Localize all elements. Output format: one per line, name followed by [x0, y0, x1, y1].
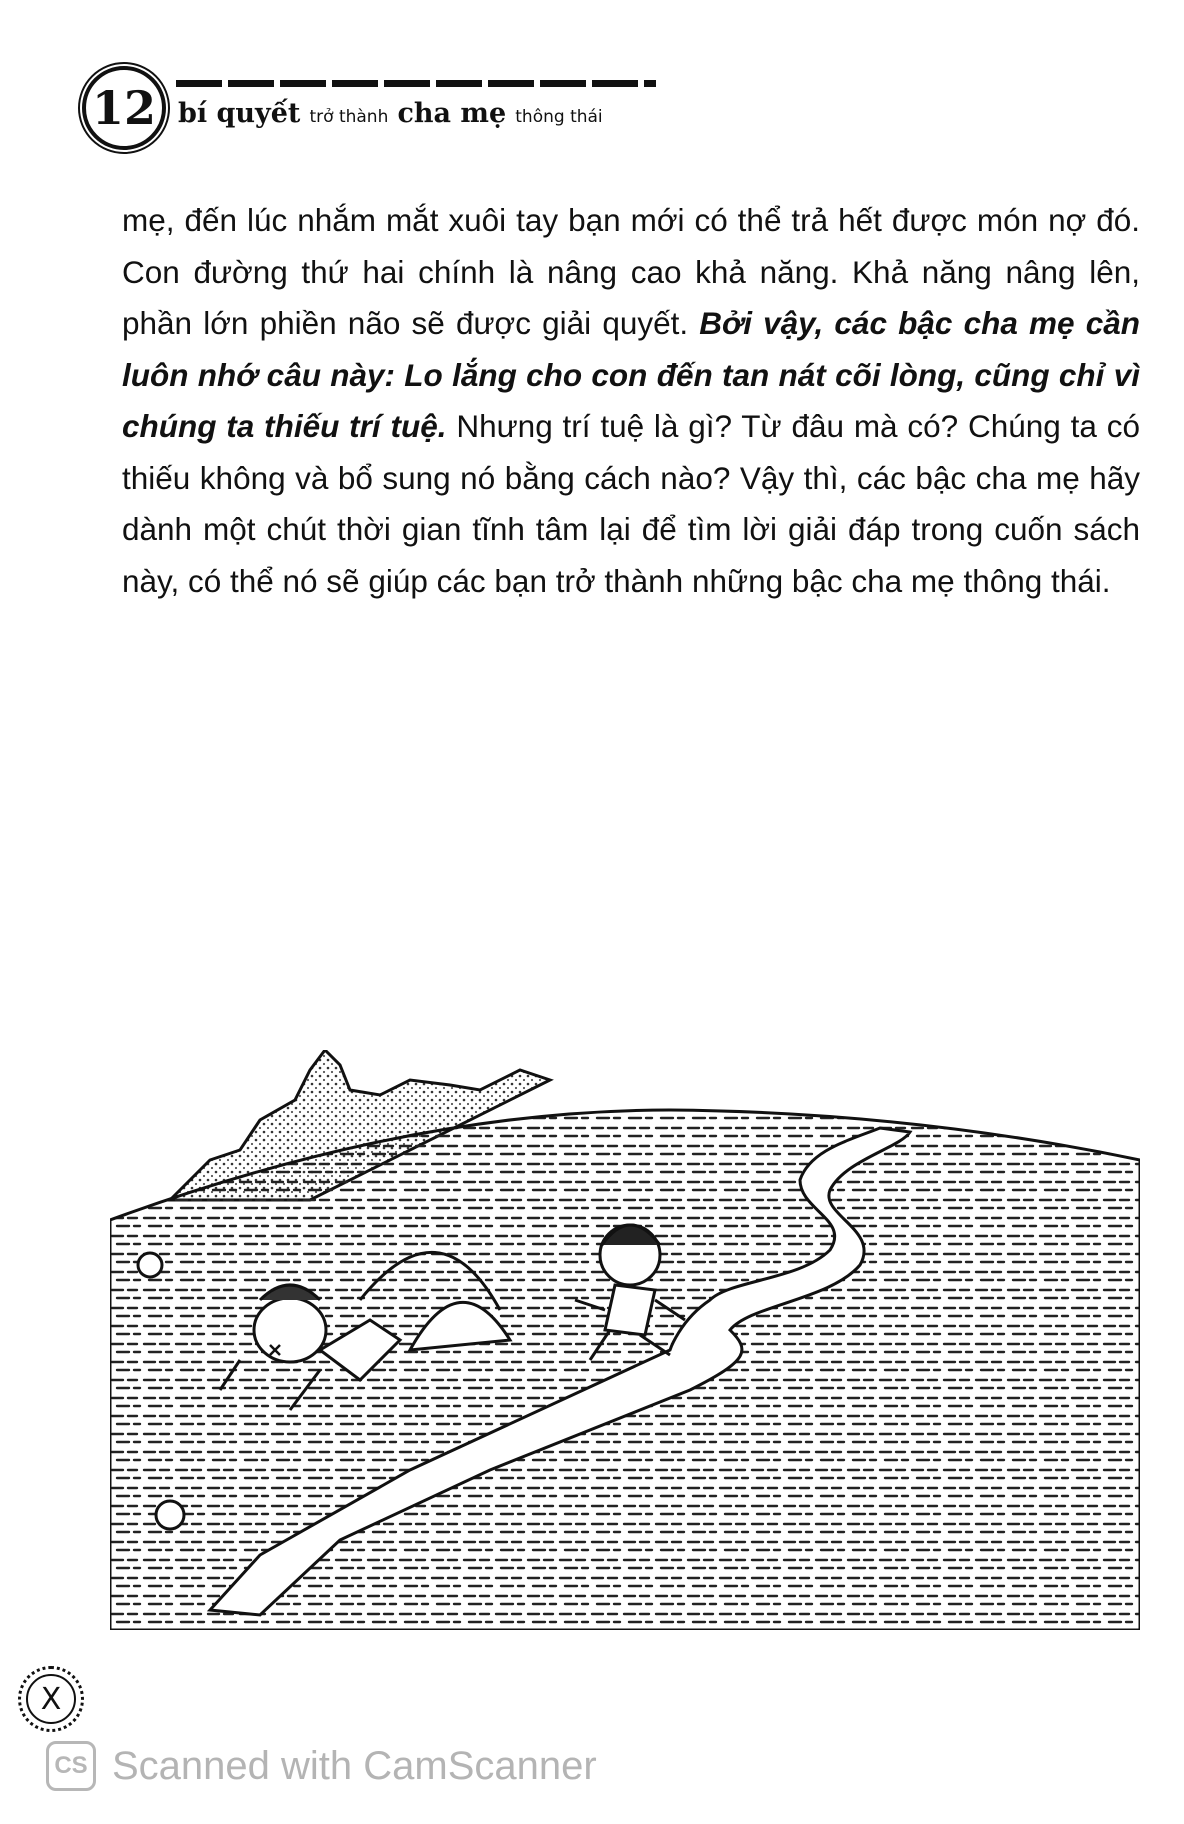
illustration	[110, 1050, 1140, 1630]
chapter-number: 12	[91, 81, 156, 135]
title-part-4: thông thái	[515, 107, 603, 127]
body-emphasis: Bởi vậy, các bậc cha mẹ cần luôn nhớ câu này: Lo lắng cho con đến tan nát cõi lòng, cũng chỉ vì chúng ta thiếu trí tuệ.	[122, 305, 1140, 444]
body-paragraph	[122, 195, 1140, 607]
page-header	[74, 62, 614, 162]
camscanner-watermark	[46, 1738, 597, 1794]
page-number-text: X	[40, 1681, 62, 1717]
chapter-badge	[82, 66, 166, 150]
title-part-3: cha mẹ	[397, 98, 507, 129]
title-part-1: bí quyết	[178, 98, 301, 129]
header-divider	[176, 80, 656, 87]
dust-puff	[138, 1253, 162, 1277]
book-title	[178, 98, 607, 129]
camscanner-logo-letters: CS	[54, 1752, 88, 1779]
watermark-text: Scanned with CamScanner	[112, 1743, 597, 1788]
body-text-end: Nhưng trí tuệ là gì? Từ đâu mà có? Chúng ta có thiếu không và bổ sung nó bằng cách nào? Vậy thì, các bậc cha mẹ hãy dành một chút thời gian tĩnh tâm lại để tìm lời giải đáp trong cuốn sách này, có thể nó sẽ giúp các bạn trở thành những bậc cha mẹ thông thái.	[122, 408, 1140, 599]
title-part-2: trở thành	[309, 107, 389, 127]
illustration-drawing	[110, 1050, 1140, 1630]
body-text-start: mẹ, đến lúc nhắm mắt xuôi tay bạn mới có thể trả hết được món nợ đó. Con đường thứ hai chính là nâng cao khả năng. Khả năng nâng lên, phần lớn phiền não sẽ được giải quyết.	[122, 202, 1140, 341]
camscanner-logo-icon	[46, 1741, 96, 1791]
page-number	[18, 1666, 84, 1732]
dust-puff	[156, 1501, 184, 1529]
